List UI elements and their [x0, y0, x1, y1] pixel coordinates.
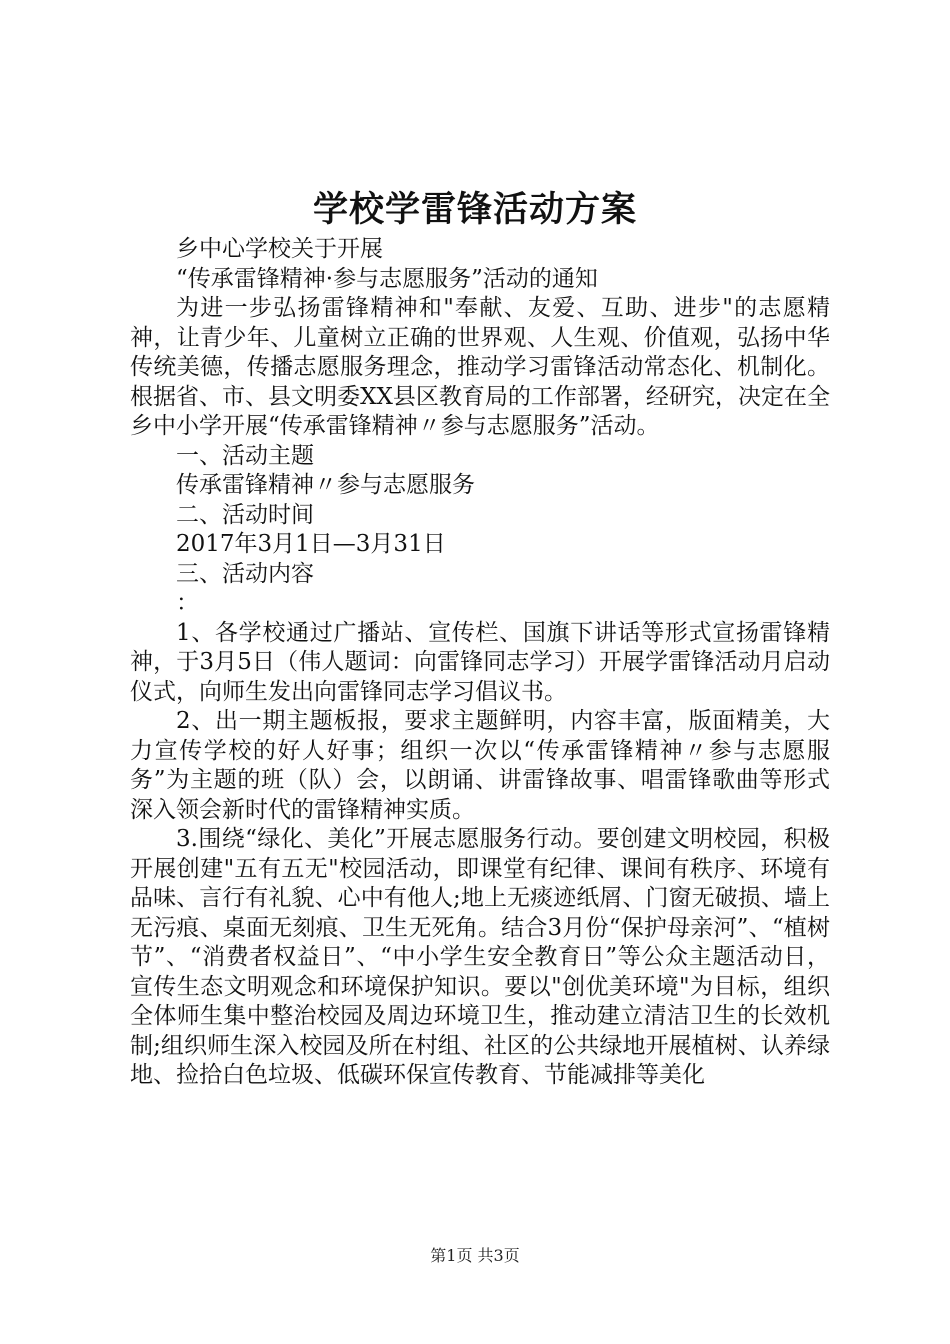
- document-title: 学校学雷锋活动方案: [312, 189, 637, 230]
- paragraph-item-3: 3.围绕“绿化、美化”开展志愿服务行动。要创建文明校园，积极开展创建"五有五无"校园活动，即课堂有纪律、课间有秩序、环境有品味、言行有礼貌、心中有他人;地上无痰迹纸屑、门窗无破损、墙上无污痕、桌面无刻痕、卫生无死角。结合3月份“保护母亲河”、“植树节”、“消费者权益日”、“中小学生安全教育日”等公众主题活动日，宣传生态文明观念和环境保护知识。要以"创优美环境"为目标，组织全体师生集中整治校园及周边环境卫生，推动建立清洁卫生的长效机制;组织师生深入校园及所在村组、社区的公共绿地开展植树、认养绿地、捡拾白色垃圾、低碳环保宣传教育、节能减排等美化: [130, 826, 830, 1088]
- document-body: [130, 235, 830, 1091]
- section-heading-content: 三、活动内容: [176, 560, 314, 587]
- paragraph-notice-title: “传承雷锋精神·参与志愿服务”活动的通知: [176, 265, 598, 292]
- paragraph-item-2: 2、出一期主题板报，要求主题鲜明，内容丰富，版面精美，大力宣传学校的好人好事；组织一次以“传承雷锋精神〃参与志愿服务”为主题的班（队）会，以朗诵、讲雷锋故事、唱雷锋歌曲等形式深入领会新时代的雷锋精神实质。: [130, 708, 830, 823]
- paragraph-item-1: 1、各学校通过广播站、宣传栏、国旗下讲话等形式宣扬雷锋精神，于3月5日（伟人题词：向雷锋同志学习）开展学雷锋活动月启动仪式，向师生发出向雷锋同志学习倡议书。: [130, 619, 830, 705]
- paragraph-colon: ：: [176, 590, 199, 616]
- page-footer: 第1页 共3页: [430, 1246, 520, 1265]
- paragraph-issuer: 乡中心学校关于开展: [176, 236, 383, 262]
- paragraph-theme: 传承雷锋精神〃参与志愿服务: [176, 472, 475, 498]
- section-heading-theme: 一、活动主题: [176, 442, 314, 469]
- section-heading-time: 二、活动时间: [176, 501, 314, 528]
- paragraph-intro: 为进一步弘扬雷锋精神和"奉献、友爱、互助、进步"的志愿精神，让青少年、儿童树立正确的世界观、人生观、价值观，弘扬中华传统美德，传播志愿服务理念，推动学习雷锋活动常态化、机制化。根据省、市、县文明委XX县区教育局的工作部署，经研究，决定在全乡中小学开展“传承雷锋精神〃参与志愿服务”活动。: [130, 295, 830, 439]
- paragraph-time: 2017年3月1日—3月31日: [176, 531, 446, 557]
